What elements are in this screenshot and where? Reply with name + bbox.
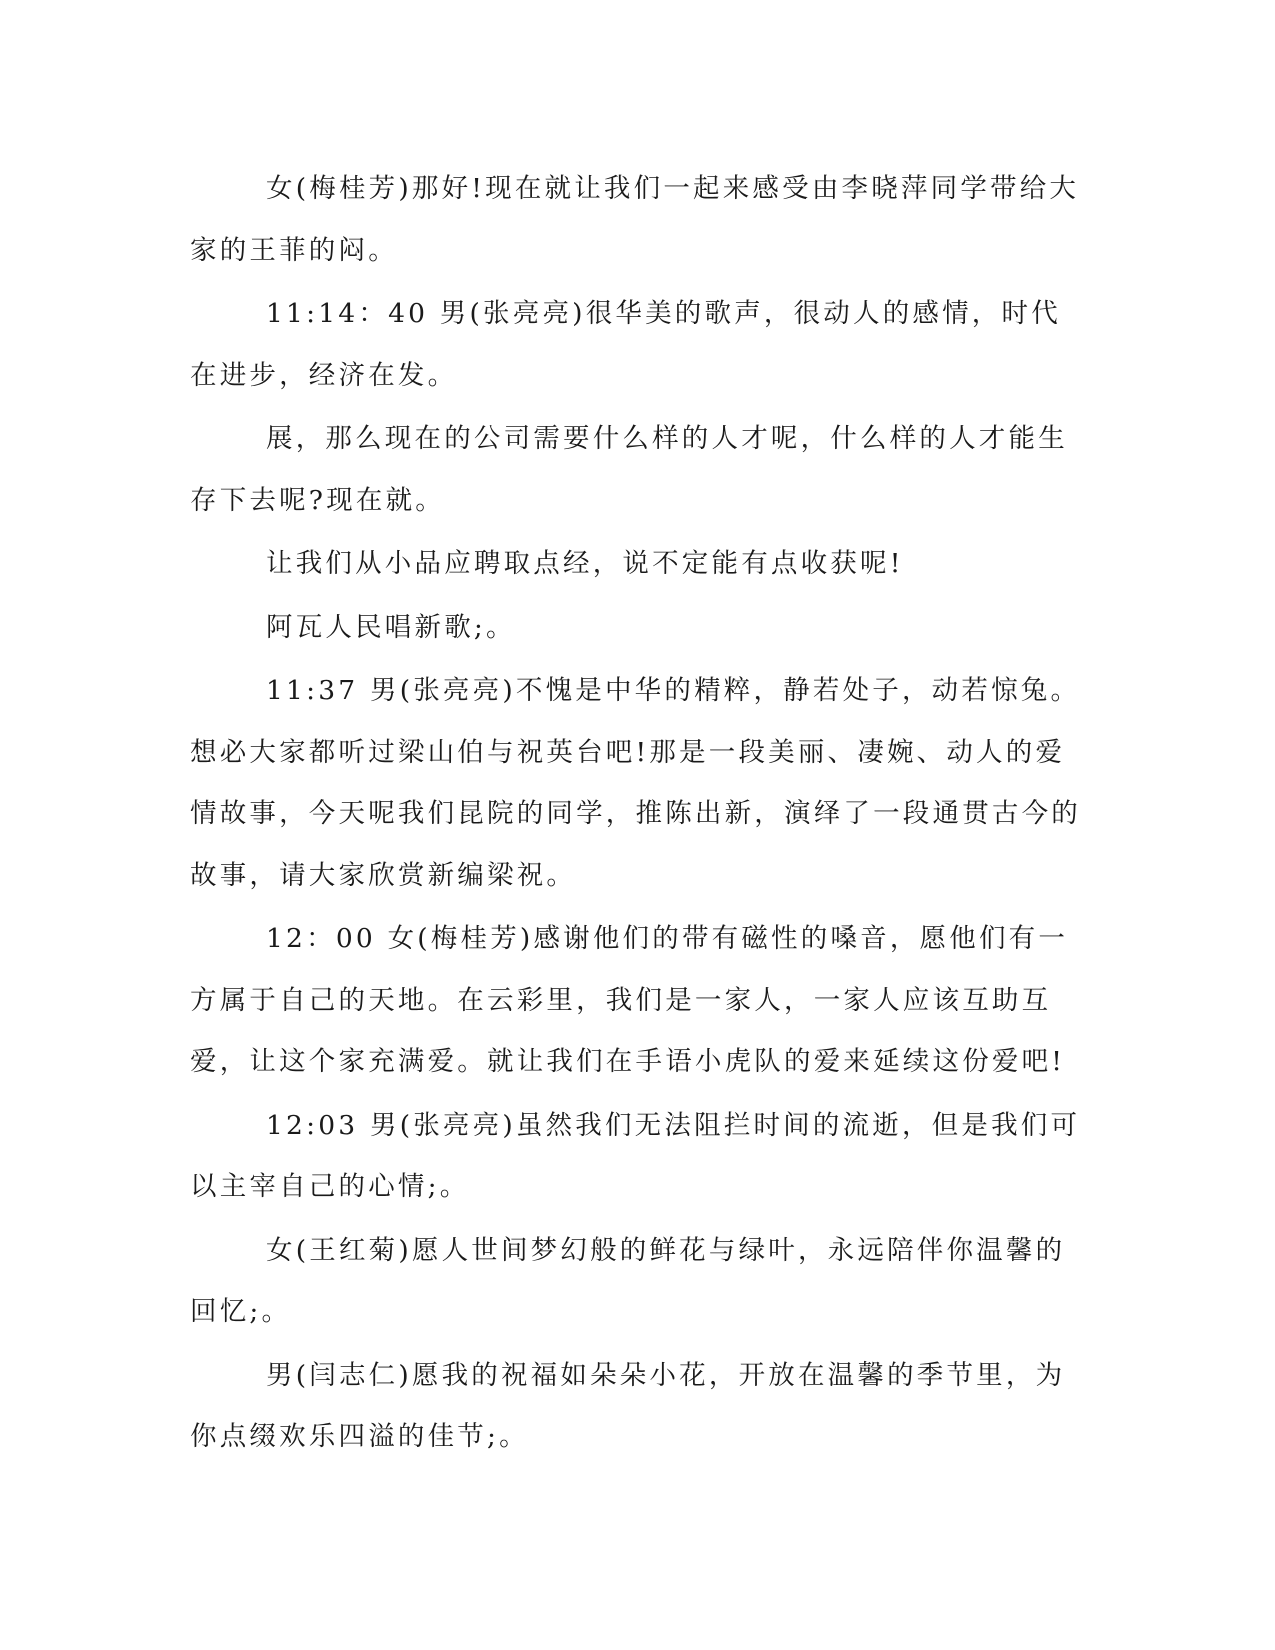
- paragraph-8: 12:03 男(张亮亮)虽然我们无法阻拦时间的流逝，但是我们可以主宰自己的心情;。: [190, 1109, 1081, 1202]
- paragraph-6: 11:37 男(张亮亮)不愧是中华的精粹，静若处子，动若惊兔。想必大家都听过梁山伯与祝英台吧!那是一段美丽、凄婉、动人的爱情故事，今天呢我们昆院的同学，推陈出新，演绎了一段通贯古今的故事，请大家欣赏新编梁祝。: [190, 675, 1081, 891]
- paragraph-9: 女(王红菊)愿人世间梦幻般的鲜花与绿叶，永远陪伴你温馨的回忆;。: [190, 1234, 1066, 1327]
- paragraph-3: 展，那么现在的公司需要什么样的人才呢，什么样的人才能生存下去呢?现在就。: [190, 423, 1068, 516]
- paragraph-7: 12：00 女(梅桂芳)感谢他们的带有磁性的嗓音，愿他们有一方属于自己的天地。在云彩里，我们是一家人，一家人应该互助互爱，让这个家充满爱。就让我们在手语小虎队的爱来延续这份爱吧!: [190, 923, 1069, 1077]
- paragraph-5: 阿瓦人民唱新歌;。: [266, 611, 516, 643]
- paragraph-4: 让我们从小品应聘取点经，说不定能有点收获呢!: [266, 548, 904, 579]
- paragraph-2: 11:14：40 男(张亮亮)很华美的歌声，很动人的感情，时代在进步，经济在发。: [190, 298, 1061, 391]
- document-body: [190, 158, 1090, 1470]
- paragraph-1: 女(梅桂芳)那好!现在就让我们一起来感受由李晓萍同学带给大家的王菲的闷。: [190, 173, 1080, 266]
- paragraph-10: 男(闫志仁)愿我的祝福如朵朵小花，开放在温馨的季节里，为你点缀欢乐四溢的佳节;。: [190, 1359, 1066, 1452]
